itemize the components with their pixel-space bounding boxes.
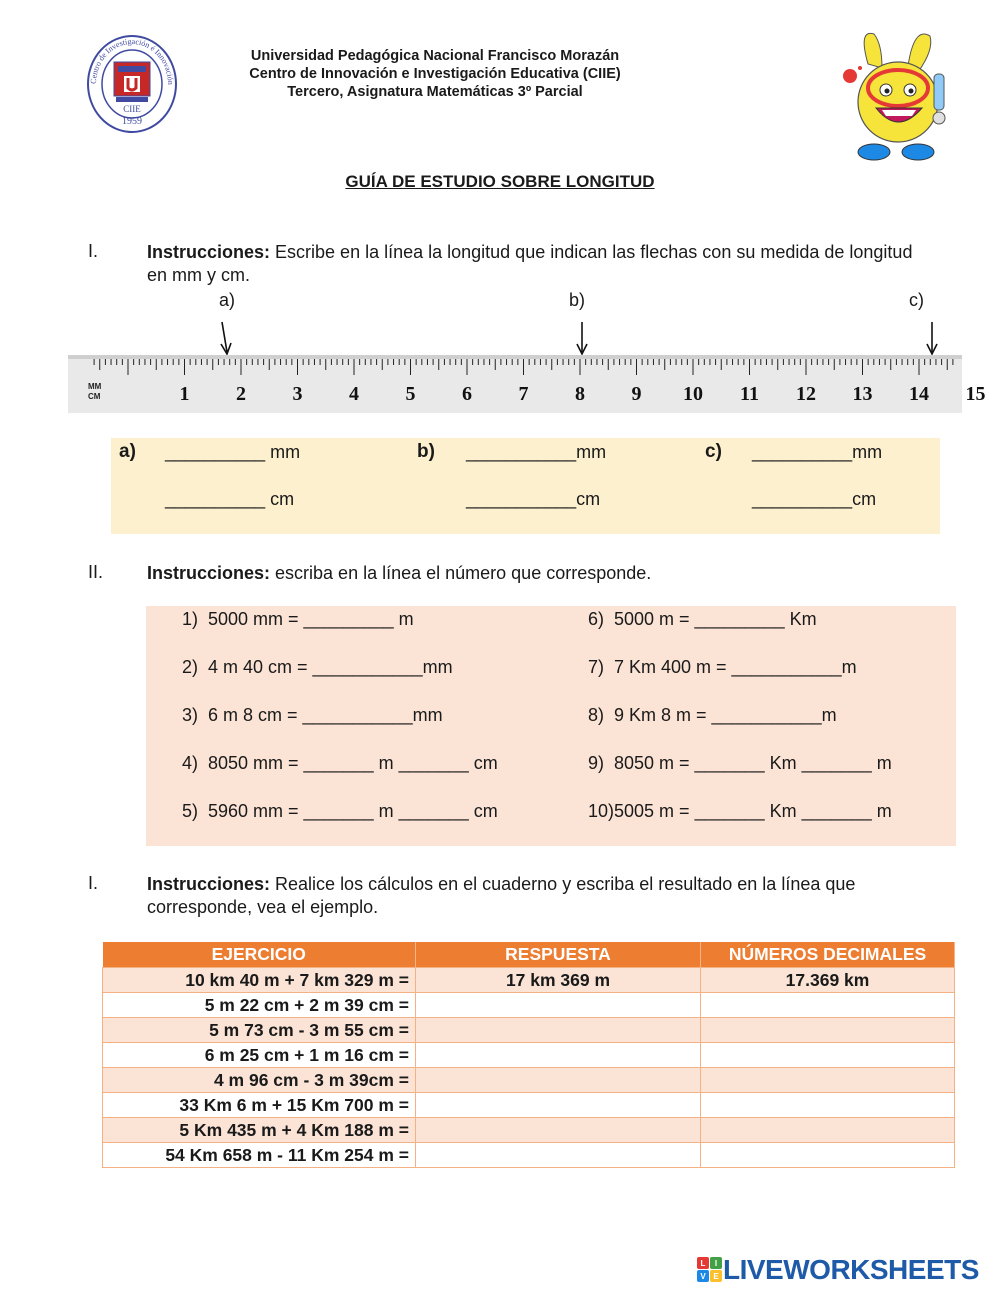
section2-instructions-label: Instrucciones:	[147, 563, 271, 583]
ruler-number: 5	[405, 383, 416, 405]
answer-b-mm[interactable]: ___________mm	[466, 442, 607, 462]
ruler-number: 12	[796, 383, 816, 405]
exercise-cell: 10 km 40 m + 7 km 329 m =	[103, 968, 416, 993]
decimal-cell[interactable]	[701, 1093, 955, 1118]
university-seal-logo	[84, 28, 180, 136]
seal-acronym: CIIE	[123, 104, 141, 114]
answer-cell[interactable]	[416, 993, 701, 1018]
header-ejercicio: EJERCICIO	[103, 942, 416, 968]
conversion-item-7[interactable]: 7) 7 Km 400 m = ___________m	[588, 657, 857, 677]
answer-cell[interactable]	[416, 1018, 701, 1043]
table-row	[103, 1018, 955, 1043]
table-row	[103, 1118, 955, 1143]
decimal-cell: 17.369 km	[701, 968, 955, 993]
header-decimales: NÚMEROS DECIMALES	[701, 942, 955, 968]
conversion-item-1[interactable]: 1) 5000 mm = _________ m	[182, 609, 414, 629]
table-row	[103, 1093, 955, 1118]
ruler-number: 14	[909, 383, 929, 405]
ruler-number: 15	[965, 383, 986, 405]
arrow-label-c: c)	[909, 290, 924, 310]
arrow-label-a: a)	[219, 290, 236, 310]
ruler-number: 7	[518, 383, 529, 405]
answer-cell[interactable]	[416, 1093, 701, 1118]
exercise-cell: 54 Km 658 m - 11 Km 254 m =	[103, 1143, 416, 1168]
arrow-icon-c	[927, 322, 937, 354]
section1-instructions-text: Escribe en la línea la longitud que indican las flechas con su medida de longitud en mm y cm.	[147, 242, 913, 285]
exercise-cell: 4 m 96 cm - 3 m 39cm =	[103, 1068, 416, 1093]
decimal-cell[interactable]	[701, 1118, 955, 1143]
decimal-cell[interactable]	[701, 1068, 955, 1093]
answer-c-mm[interactable]: __________mm	[752, 442, 883, 462]
section1-number: I.	[88, 241, 99, 261]
section3-instructions-label: Instrucciones:	[147, 874, 271, 894]
header-course: Tercero, Asignatura Matemáticas 3º Parcial	[287, 84, 583, 100]
svg-text:I: I	[714, 1259, 718, 1268]
section3-instructions-text: Realice los cálculos en el cuaderno y escriba el resultado en la línea que corresponde, vea el ejemplo.	[147, 874, 856, 917]
arrow-icon-a	[221, 322, 231, 354]
svg-text:E: E	[713, 1272, 719, 1281]
ruler-number: 11	[740, 383, 759, 405]
arrows-layer	[0, 316, 1000, 358]
arrow-label-b: b)	[569, 290, 586, 310]
section3-instructions	[147, 873, 937, 919]
ruler-unit-cm: CM	[88, 392, 101, 401]
ruler-number: 1	[179, 383, 190, 405]
section2-number: II.	[88, 562, 104, 582]
answer-a-mm[interactable]: __________ mm	[165, 442, 301, 462]
conversion-item-8[interactable]: 8) 9 Km 8 m = ___________m	[588, 705, 837, 725]
exercise-cell: 5 m 22 cm + 2 m 39 cm =	[103, 993, 416, 1018]
liveworksheets-logo[interactable]	[697, 1255, 979, 1285]
ruler-unit-mm: MM	[88, 382, 102, 391]
svg-text:L: L	[700, 1259, 706, 1268]
conversion-box	[146, 606, 956, 846]
table-row	[103, 968, 955, 993]
conversion-item-6[interactable]: 6) 5000 m = _________ Km	[588, 609, 817, 629]
ruler-number: 4	[349, 383, 359, 405]
conversion-item-4[interactable]: 4) 8050 mm = _______ m _______ cm	[182, 753, 498, 773]
exercise-cell: 5 m 73 cm - 3 m 55 cm =	[103, 1018, 416, 1043]
liveworksheets-icon	[697, 1257, 723, 1283]
conversion-item-10[interactable]: 10)5005 m = _______ Km _______ m	[588, 801, 892, 821]
decimal-cell[interactable]	[701, 993, 955, 1018]
table-row	[103, 1043, 955, 1068]
answer-cell: 17 km 369 m	[416, 968, 701, 993]
seal-year: 1959	[122, 116, 142, 127]
answer-b-label: b)	[417, 441, 435, 462]
conversion-item-2[interactable]: 2) 4 m 40 cm = ___________mm	[182, 657, 453, 677]
decimal-cell[interactable]	[701, 1043, 955, 1068]
svg-text:V: V	[700, 1272, 706, 1281]
section2-instructions-text: escriba en la línea el número que corresponde.	[270, 563, 652, 583]
conversion-item-9[interactable]: 9) 8050 m = _______ Km _______ m	[588, 753, 892, 773]
ruler-number: 3	[292, 383, 303, 405]
header-block	[205, 47, 665, 101]
answer-cell[interactable]	[416, 1068, 701, 1093]
ruler-number: 13	[852, 383, 873, 405]
ruler-number: 6	[462, 383, 472, 405]
section2-instructions	[147, 562, 937, 585]
header-university: Universidad Pedagógica Nacional Francisco Morazán	[250, 48, 620, 64]
section1-instructions-label: Instrucciones:	[147, 242, 271, 262]
seal-ring-text: Centro de Investigación é Innovación	[88, 36, 176, 85]
table-row	[103, 1068, 955, 1093]
header-center: Centro de Innovación e Investigación Educativa (CIIE)	[249, 66, 621, 82]
header-respuesta: RESPUESTA	[416, 942, 701, 968]
arrow-icon-b	[577, 322, 587, 354]
decimal-cell[interactable]	[701, 1018, 955, 1043]
answer-b-cm[interactable]: ___________cm	[466, 489, 601, 509]
answer-a-label: a)	[119, 441, 136, 462]
ruler-number: 2	[236, 383, 246, 405]
table-row	[103, 993, 955, 1018]
conversion-item-5[interactable]: 5) 5960 mm = _______ m _______ cm	[182, 801, 498, 821]
ruler	[68, 355, 986, 413]
exercise-cell: 5 Km 435 m + 4 Km 188 m =	[103, 1118, 416, 1143]
answer-a-cm[interactable]: __________ cm	[165, 489, 295, 509]
page-title: GUÍA DE ESTUDIO SOBRE LONGITUD	[345, 172, 655, 191]
section1-instructions	[147, 241, 937, 287]
answer-cell[interactable]	[416, 1143, 701, 1168]
decimal-cell[interactable]	[701, 1143, 955, 1168]
answer-cell[interactable]	[416, 1118, 701, 1143]
exercise-cell: 33 Km 6 m + 15 Km 700 m =	[103, 1093, 416, 1118]
mascot-illustration	[838, 24, 956, 164]
ruler-number: 8	[575, 383, 585, 405]
answer-box-section1	[111, 438, 940, 534]
section3-number: I.	[88, 873, 99, 893]
answer-cell[interactable]	[416, 1043, 701, 1068]
answer-c-cm[interactable]: __________cm	[752, 489, 877, 509]
liveworksheets-brand-text: LIVEWORKSHEETS	[723, 1254, 979, 1285]
ruler-number: 9	[631, 383, 642, 405]
conversion-item-3[interactable]: 3) 6 m 8 cm = ___________mm	[182, 705, 443, 725]
ruler-number: 10	[683, 383, 703, 405]
answer-c-label: c)	[705, 441, 722, 462]
calculation-table	[102, 942, 955, 1168]
exercise-cell: 6 m 25 cm + 1 m 16 cm =	[103, 1043, 416, 1068]
table-row	[103, 1143, 955, 1168]
